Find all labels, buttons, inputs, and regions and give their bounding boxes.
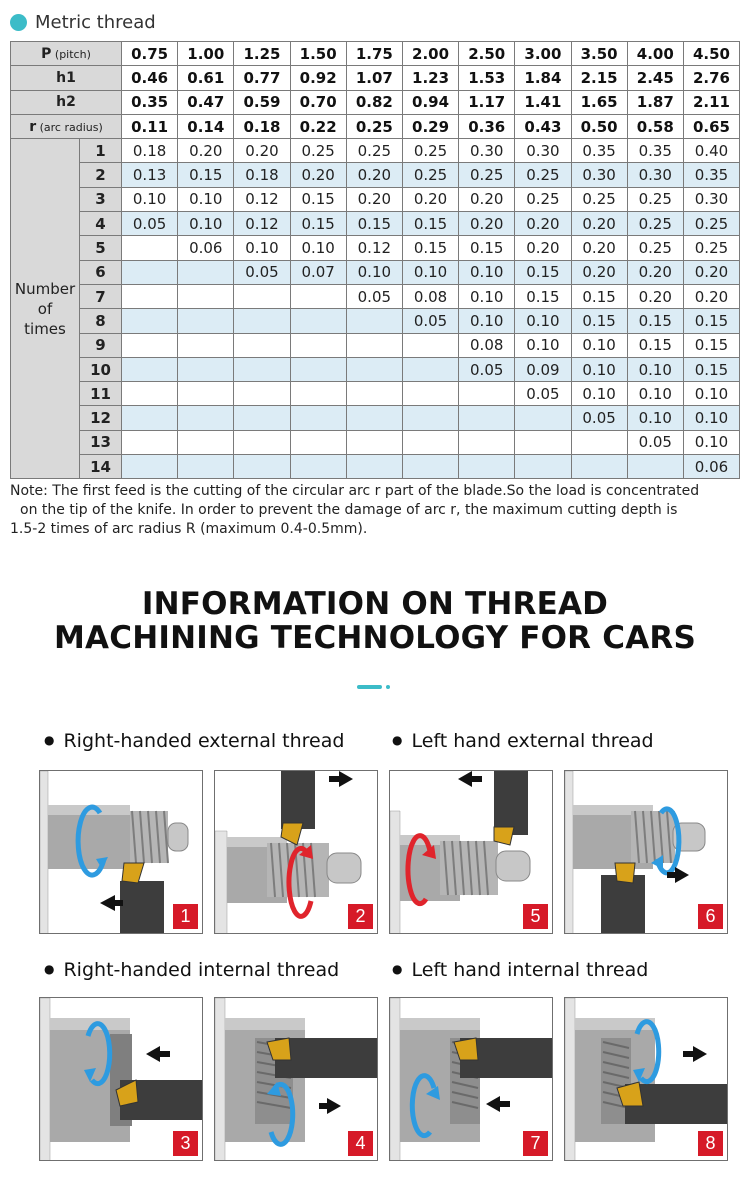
table-cell — [515, 455, 571, 479]
table-cell: 0.20 — [459, 187, 515, 211]
pass-number: 9 — [80, 333, 122, 357]
table-cell: 0.20 — [683, 260, 739, 284]
table-cell — [234, 455, 290, 479]
table-cell: 1.50 — [290, 42, 346, 66]
table-cell — [178, 284, 234, 308]
table-cell: 0.20 — [515, 212, 571, 236]
table-cell: 0.14 — [178, 114, 234, 138]
panel-number-badge: 6 — [698, 904, 723, 929]
table-cell: 0.07 — [290, 260, 346, 284]
table-cell: 0.25 — [346, 139, 402, 163]
table-cell: 0.20 — [346, 163, 402, 187]
pass-number: 1 — [80, 139, 122, 163]
table-cell: 0.82 — [346, 90, 402, 114]
table-cell: 0.35 — [122, 90, 178, 114]
table-cell: 0.20 — [178, 139, 234, 163]
metric-thread-table — [10, 41, 740, 479]
bullet-dot-icon — [10, 14, 27, 31]
table-cell: 0.15 — [683, 309, 739, 333]
table-cell: 0.15 — [515, 284, 571, 308]
table-cell: 0.06 — [683, 455, 739, 479]
table-cell: 0.05 — [571, 406, 627, 430]
table-cell — [515, 430, 571, 454]
table-cell — [122, 455, 178, 479]
table-cell: 0.10 — [571, 333, 627, 357]
table-header-row — [11, 66, 740, 90]
table-cell: 0.10 — [683, 406, 739, 430]
table-cell: 0.36 — [459, 114, 515, 138]
table-cell: 0.30 — [571, 163, 627, 187]
row-label — [11, 90, 122, 114]
pass-number: 7 — [80, 284, 122, 308]
table-cell — [402, 333, 458, 357]
table-row — [11, 212, 740, 236]
table-cell — [346, 430, 402, 454]
table-cell: 0.20 — [346, 187, 402, 211]
table-cell — [122, 236, 178, 260]
pass-number: 10 — [80, 357, 122, 381]
table-cell: 0.06 — [178, 236, 234, 260]
panel-number-badge: 8 — [698, 1131, 723, 1156]
table-cell: 0.10 — [178, 187, 234, 211]
table-cell — [122, 333, 178, 357]
table-row — [11, 455, 740, 479]
row-label-sub: (arc radius) — [36, 120, 103, 134]
heading-line-1: INFORMATION ON THREAD — [141, 586, 609, 622]
table-cell: 0.10 — [627, 382, 683, 406]
row-label — [11, 114, 122, 138]
table-cell: 0.10 — [515, 333, 571, 357]
table-cell: 0.15 — [290, 187, 346, 211]
table-cell: 0.20 — [459, 212, 515, 236]
table-cell: 1.23 — [402, 66, 458, 90]
table-cell: 0.61 — [178, 66, 234, 90]
table-cell: 0.09 — [515, 357, 571, 381]
table-cell: 3.50 — [571, 42, 627, 66]
table-cell — [122, 284, 178, 308]
table-row — [11, 430, 740, 454]
table-cell — [402, 406, 458, 430]
table-cell: 0.25 — [571, 187, 627, 211]
table-cell: 0.25 — [346, 114, 402, 138]
pass-number: 4 — [80, 212, 122, 236]
table-cell: 0.25 — [459, 163, 515, 187]
table-cell: 0.15 — [627, 309, 683, 333]
row-label-main: r — [29, 118, 37, 135]
table-cell: 2.11 — [683, 90, 739, 114]
pass-number: 3 — [80, 187, 122, 211]
table-cell: 0.10 — [627, 406, 683, 430]
table-cell: 0.40 — [683, 139, 739, 163]
diagram-panel-4 — [214, 997, 378, 1161]
table-cell: 0.08 — [402, 284, 458, 308]
table-cell: 0.35 — [627, 139, 683, 163]
table-cell: 0.25 — [627, 212, 683, 236]
panel-number-badge: 4 — [348, 1131, 373, 1156]
table-cell — [290, 333, 346, 357]
table-cell: 0.20 — [290, 163, 346, 187]
table-cell: 0.10 — [627, 357, 683, 381]
table-cell: 0.20 — [683, 284, 739, 308]
table-cell: 0.25 — [515, 163, 571, 187]
table-cell — [234, 284, 290, 308]
note-line-1: Note: The first feed is the cutting of the circular arc r part of the blade.So the load is concentrated — [10, 483, 700, 499]
table-cell — [122, 406, 178, 430]
table-cell: 0.12 — [234, 187, 290, 211]
table-cell: 0.05 — [346, 284, 402, 308]
table-cell: 0.18 — [234, 114, 290, 138]
table-cell: 0.70 — [290, 90, 346, 114]
table-cell: 0.20 — [571, 212, 627, 236]
table-cell — [459, 382, 515, 406]
table-cell — [122, 260, 178, 284]
table-cell: 0.65 — [683, 114, 739, 138]
table-cell — [402, 382, 458, 406]
table-cell: 0.25 — [627, 187, 683, 211]
table-cell: 1.84 — [515, 66, 571, 90]
table-cell: 0.15 — [515, 260, 571, 284]
table-cell — [515, 406, 571, 430]
table-cell: 1.75 — [346, 42, 402, 66]
pass-number: 2 — [80, 163, 122, 187]
table-cell: 0.10 — [515, 309, 571, 333]
label-right-external: ● Right-handed external thread — [44, 730, 344, 752]
table-cell: 0.35 — [683, 163, 739, 187]
table-cell: 0.30 — [459, 139, 515, 163]
panel-number-badge: 7 — [523, 1131, 548, 1156]
table-cell: 0.18 — [234, 163, 290, 187]
table-cell: 0.10 — [683, 430, 739, 454]
times-label-word: of — [37, 299, 53, 318]
pass-number: 14 — [80, 455, 122, 479]
pass-number: 8 — [80, 309, 122, 333]
table-cell: 0.20 — [571, 260, 627, 284]
table-cell: 1.07 — [346, 66, 402, 90]
table-cell — [459, 406, 515, 430]
table-cell: 2.00 — [402, 42, 458, 66]
table-cell — [627, 455, 683, 479]
diagram-panel-7 — [389, 997, 553, 1161]
table-cell: 0.13 — [122, 163, 178, 187]
diagram-panel-2 — [214, 770, 378, 934]
table-cell: 0.10 — [290, 236, 346, 260]
table-cell — [290, 309, 346, 333]
table-cell: 0.75 — [122, 42, 178, 66]
table-cell — [178, 333, 234, 357]
pass-number: 5 — [80, 236, 122, 260]
table-cell: 0.30 — [627, 163, 683, 187]
table-cell: 0.25 — [627, 236, 683, 260]
table-cell: 0.50 — [571, 114, 627, 138]
table-cell — [346, 333, 402, 357]
row-label-main: h1 — [56, 69, 76, 86]
table-cell: 2.76 — [683, 66, 739, 90]
table-cell — [571, 430, 627, 454]
table-cell — [178, 260, 234, 284]
panel-number-badge: 3 — [173, 1131, 198, 1156]
table-cell: 0.59 — [234, 90, 290, 114]
table-cell: 4.00 — [627, 42, 683, 66]
table-cell — [122, 382, 178, 406]
table-cell — [290, 357, 346, 381]
table-cell — [178, 406, 234, 430]
table-cell: 0.12 — [234, 212, 290, 236]
table-cell: 0.94 — [402, 90, 458, 114]
table-cell: 0.25 — [402, 139, 458, 163]
table-cell: 0.46 — [122, 66, 178, 90]
table-cell — [402, 357, 458, 381]
table-cell: 0.20 — [402, 187, 458, 211]
table-cell — [290, 406, 346, 430]
table-cell — [178, 455, 234, 479]
times-label-word: times — [24, 319, 66, 338]
table-cell: 0.77 — [234, 66, 290, 90]
table-cell: 0.15 — [571, 309, 627, 333]
table-cell: 0.15 — [571, 284, 627, 308]
table-cell: 3.00 — [515, 42, 571, 66]
table-cell: 0.15 — [683, 357, 739, 381]
table-cell — [234, 430, 290, 454]
table-cell: 0.20 — [627, 284, 683, 308]
table-header-row — [11, 114, 740, 138]
table-cell: 1.53 — [459, 66, 515, 90]
label-left-external: ● Left hand external thread — [392, 730, 654, 752]
table-cell: 0.11 — [122, 114, 178, 138]
table-cell: 0.05 — [459, 357, 515, 381]
table-row — [11, 260, 740, 284]
table-cell: 0.10 — [346, 260, 402, 284]
table-cell — [122, 357, 178, 381]
table-cell: 0.43 — [515, 114, 571, 138]
table-cell: 1.65 — [571, 90, 627, 114]
table-header-row — [11, 42, 740, 66]
table-cell: 0.10 — [459, 309, 515, 333]
table-cell: 0.15 — [346, 212, 402, 236]
table-cell: 0.15 — [402, 212, 458, 236]
table-row — [11, 333, 740, 357]
label-left-internal: ● Left hand internal thread — [392, 959, 648, 981]
pass-number: 13 — [80, 430, 122, 454]
table-cell — [234, 333, 290, 357]
table-cell: 2.15 — [571, 66, 627, 90]
table-cell — [178, 309, 234, 333]
diagram-panel-8 — [564, 997, 728, 1161]
table-cell: 0.25 — [683, 236, 739, 260]
table-cell: 0.05 — [627, 430, 683, 454]
table-cell: 0.05 — [402, 309, 458, 333]
table-cell — [346, 406, 402, 430]
table-cell: 0.25 — [683, 212, 739, 236]
table-cell — [402, 430, 458, 454]
table-cell: 0.18 — [122, 139, 178, 163]
note-line-3: 1.5-2 times of arc radius R (maximum 0.4-0.5mm). — [10, 521, 368, 537]
table-cell: 0.22 — [290, 114, 346, 138]
table-row — [11, 139, 740, 163]
table-cell: 0.15 — [459, 236, 515, 260]
table-row — [11, 406, 740, 430]
diagram-panel-6 — [564, 770, 728, 934]
table-cell: 0.30 — [683, 187, 739, 211]
row-label-sub: (pitch) — [51, 47, 91, 61]
panel-number-badge: 1 — [173, 904, 198, 929]
table-cell: 0.10 — [459, 260, 515, 284]
table-cell: 0.08 — [459, 333, 515, 357]
label-right-internal: ● Right-handed internal thread — [44, 959, 339, 981]
table-cell: 1.25 — [234, 42, 290, 66]
table-cell: 0.30 — [515, 139, 571, 163]
times-label — [11, 139, 80, 479]
table-cell — [402, 455, 458, 479]
table-cell — [571, 455, 627, 479]
table-cell — [290, 455, 346, 479]
diagram-panel-5 — [389, 770, 553, 934]
table-cell: 0.05 — [122, 212, 178, 236]
table-cell — [346, 309, 402, 333]
table-cell: 0.20 — [627, 260, 683, 284]
panel-number-badge: 2 — [348, 904, 373, 929]
table-cell — [234, 406, 290, 430]
panel-number-badge: 5 — [523, 904, 548, 929]
table-cell: 0.10 — [459, 284, 515, 308]
table-cell: 0.92 — [290, 66, 346, 90]
table-cell — [290, 382, 346, 406]
note-line-2: on the tip of the knife. In order to prevent the damage of arc r, the maximum cutting depth is — [20, 502, 678, 518]
table-cell: 0.10 — [683, 382, 739, 406]
pass-number: 11 — [80, 382, 122, 406]
table-row — [11, 382, 740, 406]
table-cell: 0.35 — [571, 139, 627, 163]
table-cell — [290, 430, 346, 454]
row-label-main: h2 — [56, 94, 76, 111]
table-cell: 0.05 — [515, 382, 571, 406]
table-cell — [122, 309, 178, 333]
table-header-row — [11, 90, 740, 114]
table-cell: 0.25 — [515, 187, 571, 211]
table-cell — [234, 382, 290, 406]
note-text — [10, 482, 748, 539]
table-cell — [178, 430, 234, 454]
table-cell: 2.50 — [459, 42, 515, 66]
table-cell: 0.25 — [290, 139, 346, 163]
table-cell: 0.58 — [627, 114, 683, 138]
table-cell: 0.10 — [122, 187, 178, 211]
table-cell: 0.15 — [627, 333, 683, 357]
table-cell: 0.15 — [683, 333, 739, 357]
row-label — [11, 66, 122, 90]
table-row — [11, 163, 740, 187]
table-cell: 0.20 — [234, 139, 290, 163]
table-cell: 1.41 — [515, 90, 571, 114]
table-cell: 0.12 — [346, 236, 402, 260]
pass-number: 6 — [80, 260, 122, 284]
table-cell: 0.20 — [571, 236, 627, 260]
section-title: Metric thread — [35, 11, 156, 33]
table-cell — [178, 357, 234, 381]
heading-divider-dot — [386, 685, 390, 689]
table-cell: 1.17 — [459, 90, 515, 114]
row-label — [11, 42, 122, 66]
table-cell: 0.20 — [515, 236, 571, 260]
table-cell: 0.15 — [290, 212, 346, 236]
table-row — [11, 309, 740, 333]
pass-number: 12 — [80, 406, 122, 430]
table-cell: 0.29 — [402, 114, 458, 138]
table-cell: 0.10 — [234, 236, 290, 260]
table-cell — [459, 430, 515, 454]
table-cell: 0.15 — [402, 236, 458, 260]
table-cell: 4.50 — [683, 42, 739, 66]
table-cell — [346, 382, 402, 406]
diagram-panel-3 — [39, 997, 203, 1161]
table-cell — [178, 382, 234, 406]
heading-divider — [357, 685, 382, 689]
table-cell: 0.25 — [402, 163, 458, 187]
table-row — [11, 187, 740, 211]
table-row — [11, 357, 740, 381]
table-cell: 2.45 — [627, 66, 683, 90]
heading-line-2: MACHINING TECHNOLOGY FOR CARS — [54, 620, 696, 656]
table-cell — [459, 455, 515, 479]
table-cell: 0.47 — [178, 90, 234, 114]
table-cell — [234, 309, 290, 333]
table-cell: 0.10 — [571, 357, 627, 381]
section-header — [10, 10, 156, 34]
table-cell: 0.15 — [178, 163, 234, 187]
table-cell — [122, 430, 178, 454]
table-cell: 0.10 — [178, 212, 234, 236]
table-cell: 0.05 — [234, 260, 290, 284]
times-label-word: Number — [14, 279, 76, 298]
table-cell — [346, 455, 402, 479]
table-cell: 1.87 — [627, 90, 683, 114]
row-label-main: P — [41, 45, 52, 62]
table-cell: 0.10 — [571, 382, 627, 406]
table-cell — [234, 357, 290, 381]
table-cell — [346, 357, 402, 381]
table-cell — [290, 284, 346, 308]
table-row — [11, 236, 740, 260]
table-cell: 0.10 — [402, 260, 458, 284]
diagram-panel-1 — [39, 770, 203, 934]
table-cell: 1.00 — [178, 42, 234, 66]
table-row — [11, 284, 740, 308]
